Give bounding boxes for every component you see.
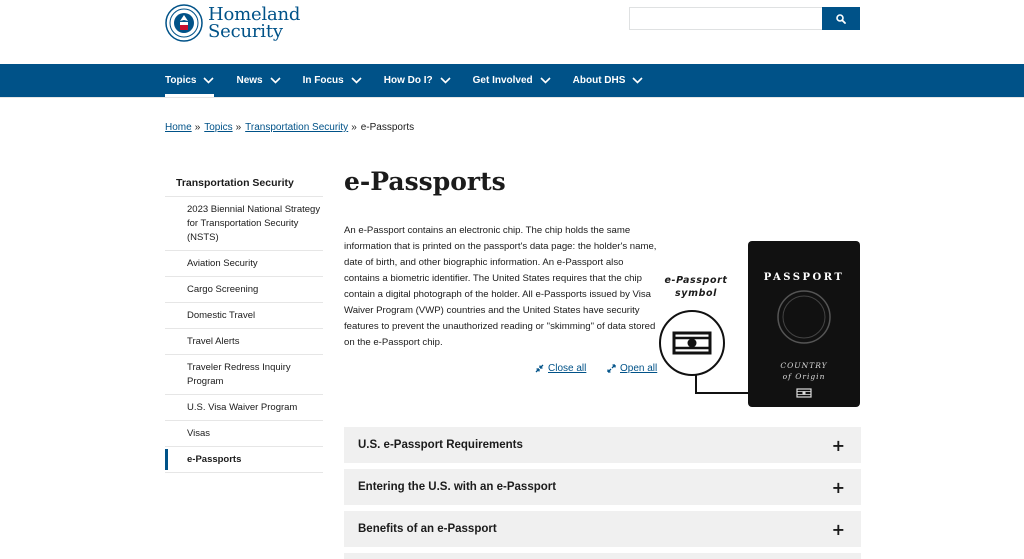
sidebar-item-travel-alerts[interactable]: Travel Alerts [165, 329, 323, 355]
nav-how-do-i[interactable] [384, 64, 451, 97]
sidebar-item-e-passports[interactable]: e-Passports [165, 447, 323, 473]
chip-symbol-icon [674, 333, 710, 353]
close-all-label: Close all [548, 363, 587, 374]
passport-country-line-1: COUNTRY [780, 361, 828, 370]
breadcrumb-current: e-Passports [360, 122, 415, 133]
nav-label: How Do I? [383, 75, 433, 86]
symbol-label-line-2: symbol [675, 288, 717, 299]
search-button[interactable] [822, 7, 860, 30]
nav-in-focus[interactable] [303, 64, 362, 97]
plus-icon: + [831, 477, 845, 497]
accordion-entering[interactable] [344, 469, 861, 505]
sidebar-nav [165, 170, 323, 473]
sidebar-item-nsts[interactable]: 2023 Biennial National Strategy for Transportation Security (NSTS) [165, 197, 323, 251]
accordion-benefits[interactable] [344, 511, 861, 547]
chevron-down-icon [632, 77, 643, 84]
plus-icon: + [831, 519, 845, 539]
breadcrumb-separator: » [194, 122, 201, 133]
open-all-label: Open all [620, 363, 658, 374]
chevron-down-icon [351, 77, 362, 84]
logo-wordmark [208, 6, 300, 40]
accordion-label: Entering the U.S. with an e-Passport [358, 481, 557, 493]
nav-label: About DHS [572, 75, 626, 86]
open-all-button[interactable] [607, 363, 657, 374]
sidebar-item-aviation-security[interactable]: Aviation Security [165, 251, 323, 277]
nav-label: Topics [165, 75, 197, 86]
nav-news[interactable] [236, 64, 280, 97]
collapse-icon [535, 364, 544, 373]
sidebar-item-domestic-travel[interactable]: Domestic Travel [165, 303, 323, 329]
nav-label: Get Involved [472, 75, 533, 86]
sidebar-item-traveler-redress[interactable]: Traveler Redress Inquiry Program [165, 355, 323, 395]
breadcrumb [165, 122, 414, 133]
sidebar-item-cargo-screening[interactable]: Cargo Screening [165, 277, 323, 303]
nav-topics[interactable] [165, 64, 214, 97]
dhs-logo[interactable] [165, 4, 300, 42]
page-title: e-Passports [344, 167, 506, 196]
sidebar-title[interactable]: Transportation Security [165, 170, 323, 197]
passport-cover [748, 241, 860, 407]
close-all-button[interactable] [535, 363, 586, 374]
nav-label: News [236, 75, 263, 86]
sidebar-item-visa-waiver[interactable]: U.S. Visa Waiver Program [165, 395, 323, 421]
breadcrumb-home[interactable]: Home [165, 122, 192, 133]
logo-line-2: Security [208, 21, 283, 42]
main-nav [0, 64, 1024, 97]
breadcrumb-separator: » [235, 122, 242, 133]
plus-icon: + [831, 435, 845, 455]
chevron-down-icon [540, 77, 551, 84]
e-passport-illustration [656, 240, 862, 410]
symbol-label-line-1: e-Passport [664, 275, 728, 286]
chevron-down-icon [203, 77, 214, 84]
nav-label: In Focus [302, 75, 344, 86]
accordion-requirements[interactable] [344, 427, 861, 463]
accordion-label: Benefits of an e-Passport [358, 523, 497, 535]
chevron-down-icon [270, 77, 281, 84]
site-header [0, 0, 1024, 64]
accordion-next-partial[interactable] [344, 553, 861, 559]
search-icon [836, 14, 846, 24]
connector-line [696, 375, 748, 393]
expand-icon [607, 364, 616, 373]
nav-get-involved[interactable] [473, 64, 551, 97]
intro-paragraph: An e-Passport contains an electronic chip. The chip holds the same information that is printed on the passport's data page: the holder's name, date of birth, and other biographic information. An e-Passport also contains a biometric identifier. The United States requires that the chip contain a digital photograph of the holder. All e-Passports issued by Visa Waiver Program (VWP) countries and the United States have security features to prevent the unauthorized reading or "skimming" of data stored on the e-Passport chip. [344, 225, 657, 348]
nav-divider [0, 97, 1024, 98]
passport-title: PASSPORT [763, 272, 845, 283]
accordion-label: U.S. e-Passport Requirements [358, 439, 523, 451]
chevron-down-icon [440, 77, 451, 84]
breadcrumb-transportation-security[interactable]: Transportation Security [245, 122, 349, 133]
search-input[interactable] [629, 7, 822, 30]
passport-country-line-2: of Origin [782, 372, 826, 381]
breadcrumb-topics[interactable]: Topics [204, 122, 233, 133]
logo-line-1: Homeland [208, 4, 301, 25]
sidebar-item-visas[interactable]: Visas [165, 421, 323, 447]
dhs-seal-icon [165, 4, 203, 42]
breadcrumb-separator: » [351, 122, 357, 133]
nav-about-dhs[interactable] [573, 64, 644, 97]
search-form [629, 7, 860, 30]
